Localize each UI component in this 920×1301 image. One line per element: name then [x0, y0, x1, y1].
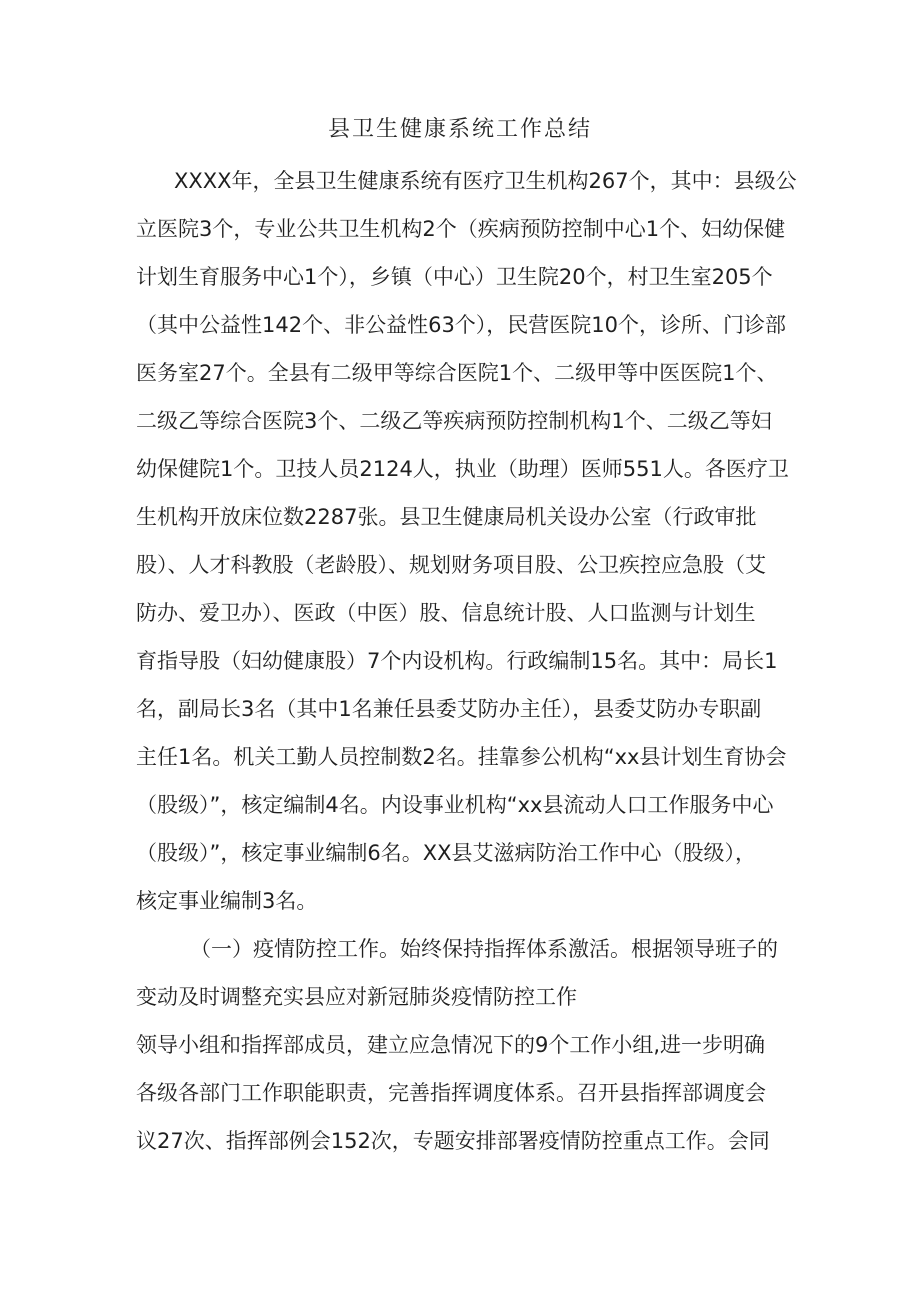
paragraph-line: 各级各部门工作职能职责，完善指挥调度体系。召开县指挥部调度会 [136, 1081, 766, 1105]
paragraph-line: XXXX年，全县卫生健康系统有医疗卫生机构267个，其中：县级公 [174, 169, 797, 193]
paragraph-line: 变动及时调整充实县应对新冠肺炎疫情防控工作 [136, 985, 577, 1009]
paragraph-line: 领导小组和指挥部成员，建立应急情况下的9个工作小组,进一步明确 [136, 1033, 766, 1057]
paragraph-line: 股）、人才科教股（老龄股）、规划财务项目股、公卫疾控应急股（艾 [136, 553, 766, 577]
paragraph-line: 议27次、指挥部例会152次，专题安排部署疫情防控重点工作。会同 [136, 1129, 770, 1153]
paragraph-line: 主任1名。机关工勤人员控制数2名。挂靠参公机构“xx县计划生育协会 [136, 745, 787, 769]
paragraph-line: 二级乙等综合医院3个、二级乙等疾病预防控制机构1个、二级乙等妇 [136, 409, 772, 433]
paragraph-line: 防办、爱卫办）、医政（中医）股、信息统计股、人口监测与计划生 [136, 601, 756, 625]
paragraph-line: 育指导股（妇幼健康股）7个内设机构。行政编制15名。其中：局长1 [136, 649, 778, 673]
paragraph-line: 生机构开放床位数2287张。县卫生健康局机关设办公室（行政审批 [136, 505, 757, 529]
paragraph-line: （股级）”，核定事业编制6名。XX县艾滋病防治工作中心（股级）， [136, 841, 757, 865]
paragraph-line: 幼保健院1个。卫技人员2124人，执业（助理）医师551人。各医疗卫 [136, 457, 789, 481]
paragraph-line: 名，副局长3名（其中1名兼任县委艾防办主任），县委艾防办专职副 [136, 697, 762, 721]
paragraph-line: 立医院3个，专业公共卫生机构2个（疾病预防控制中心1个、妇幼保健 [136, 217, 786, 241]
paragraph-line: （股级）”，核定编制4名。内设事业机构“xx县流动人口工作服务中心 [136, 793, 774, 817]
paragraph-line: （其中公益性142个、非公益性63个），民营医院10个，诊所、门诊部 [136, 313, 787, 337]
paragraph-line: （一）疫情防控工作。始终保持指挥体系激活。根据领导班子的 [190, 937, 778, 961]
paragraph-line: 计划生育服务中心1个），乡镇（中心）卫生院20个，村卫生室205个 [136, 265, 773, 289]
document-title: 县卫生健康系统工作总结 [327, 117, 592, 142]
paragraph-line: 核定事业编制3名。 [136, 889, 318, 913]
paragraph-line: 医务室27个。全县有二级甲等综合医院1个、二级甲等中医医院1个、 [136, 361, 778, 385]
